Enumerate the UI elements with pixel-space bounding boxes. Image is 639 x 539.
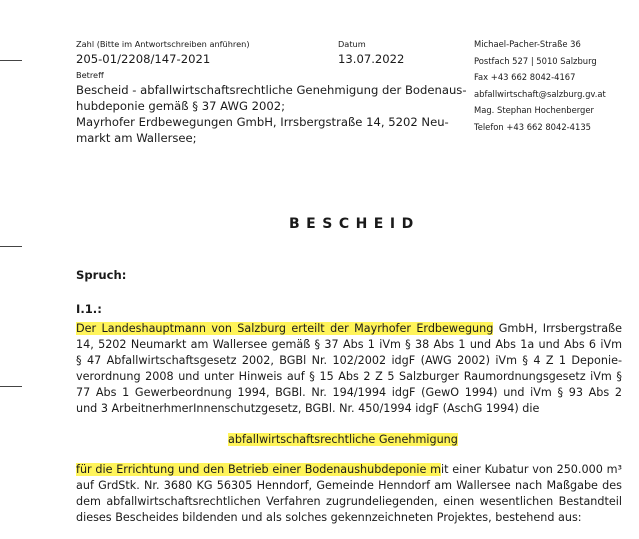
datum-label: Datum bbox=[338, 39, 366, 49]
datum-value: 13.07.2022 bbox=[338, 52, 405, 66]
paragraph-line: dieses Bescheides bildenden und als solches gekennzeichneten Projektes, bestehend aus: bbox=[76, 511, 582, 524]
highlight: für die Errichtung und den Betrieb einer Bodenaushubdeponie m bbox=[76, 463, 442, 476]
sender-street: Michael-Pacher-Straße 36 bbox=[474, 39, 581, 49]
zahl-value: 205-01/2208/147-2021 bbox=[76, 52, 211, 66]
paragraph-line: auf GrdStk. Nr. 3680 KG 56305 Henndorf, Gemeinde Henndorf am Wallersee nach Maßgabe des bbox=[76, 479, 622, 492]
document-title: BESCHEID bbox=[289, 216, 420, 232]
betreff-line: Mayrhofer Erdbewegungen GmbH, Irrsbergstraße 14, 5202 Neu- bbox=[76, 115, 449, 129]
sender-postfach: Postfach 527 | 5010 Salzburg bbox=[474, 55, 597, 66]
paragraph-line: § 47 Abfallwirtschaftsgesetz 2002, BGBl Nr. 102/2002 idgF (AWG 2002) iVm § 4 Z 1 Deponie- bbox=[76, 354, 622, 367]
paragraph-line: für die Errichtung und den Betrieb einer Bodenaushubdeponie mit einer Kubatur von 250.000 m³ bbox=[76, 463, 622, 476]
fold-mark bbox=[0, 246, 22, 247]
sender-email: abfallwirtschaft@salzburg.gv.at bbox=[474, 88, 606, 99]
paragraph-line: und 3 ArbeitnerhmerInnenschutzgesetz, BGBl. Nr. 450/1994 idgF (AschG 1994) die bbox=[76, 402, 540, 415]
betreff-label: Betreff bbox=[76, 70, 104, 80]
spruch-heading: Spruch: bbox=[76, 268, 127, 282]
betreff-line: hubdeponie gemäß § 37 AWG 2002; bbox=[76, 99, 286, 113]
sender-contact: Mag. Stephan Hochenberger bbox=[474, 105, 594, 116]
highlight: Der Landeshauptmann von Salzburg erteilt der Mayrhofer Erdbewegung bbox=[76, 322, 494, 335]
zahl-label: Zahl (Bitte im Antwortschreiben anführen) bbox=[76, 39, 250, 49]
genehmigung-heading: abfallwirtschaftsrechtliche Genehmigung bbox=[228, 433, 458, 446]
paragraph-line: Der Landeshauptmann von Salzburg erteilt der Mayrhofer Erdbewegung GmbH, Irrsbergstraße bbox=[76, 322, 622, 335]
fold-mark bbox=[0, 386, 22, 387]
betreff-line: Bescheid - abfallwirtschaftsrechtliche Genehmigung der Bodenaus- bbox=[76, 83, 467, 97]
paragraph-line: 77 Abs 1 Gewerbeordnung 1994, BGBl. Nr. 194/1994 idgF (GewO 1994) und iVm § 93 Abs 2 bbox=[76, 386, 622, 399]
paragraph-line: verordnung 2008 und unter Hinweis auf § 15 Abs 2 Z 5 Salzburger Raumordnungsgesetz iVm § bbox=[76, 370, 622, 383]
betreff-line: markt am Wallersee; bbox=[76, 131, 197, 145]
fold-mark bbox=[0, 60, 22, 61]
sender-block bbox=[474, 36, 606, 136]
section-number: I.1.: bbox=[76, 302, 102, 316]
sender-fax: Fax +43 662 8042-4167 bbox=[474, 72, 576, 83]
paragraph-line: 14, 5202 Neumarkt am Wallersee gemäß § 37 Abs 1 iVm § 38 Abs 1 und Abs 1a und Abs 6 iVm bbox=[76, 338, 622, 351]
sender-phone: Telefon +43 662 8042-4135 bbox=[474, 121, 591, 132]
paragraph-line: dem abfallwirtschaftsrechtlichen Verfahren zugrundeliegenden, einen wesentlichen Bestandteil bbox=[76, 495, 622, 508]
